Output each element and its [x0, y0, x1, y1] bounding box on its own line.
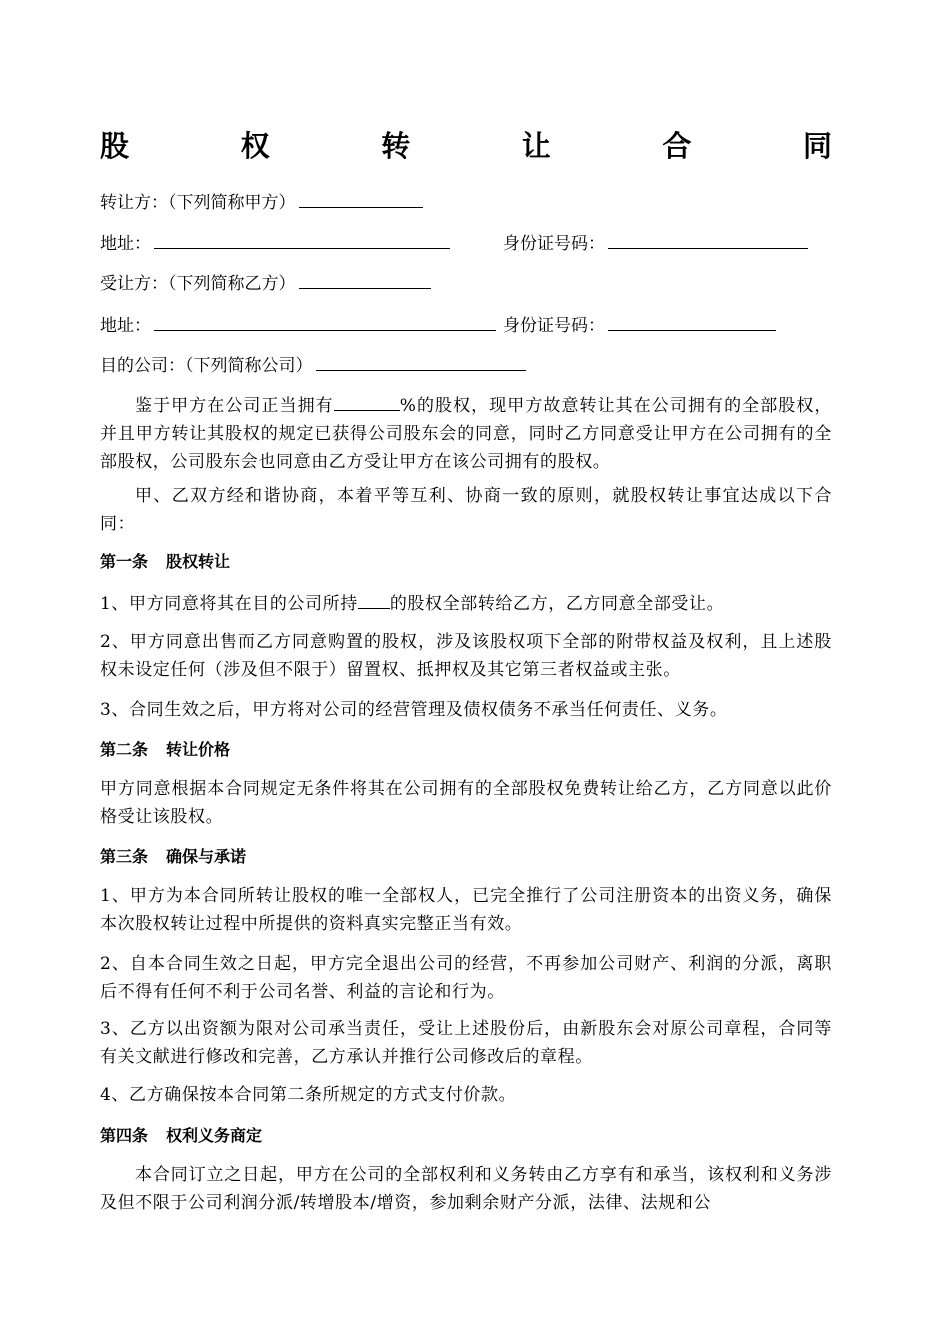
id-label: 身份证号码： — [503, 234, 605, 254]
title-char: 股 — [100, 129, 130, 163]
transferor-id-field[interactable] — [608, 228, 808, 249]
article-4-heading — [100, 1122, 262, 1150]
title-char: 让 — [521, 129, 551, 163]
transferor-address-field[interactable] — [154, 228, 450, 249]
transferor-name-field[interactable] — [299, 187, 423, 208]
transferor-line — [100, 187, 423, 217]
share-percent-field[interactable] — [334, 392, 400, 411]
transferee-id-line — [503, 310, 776, 340]
clause-text: 1、甲方同意将其在目的公司所持 — [100, 594, 358, 614]
article-title: 确保与承诺 — [166, 847, 247, 866]
transferee-id-field[interactable] — [608, 310, 776, 331]
transferor-label: 转让方：（下列简称甲方） — [100, 193, 296, 213]
transferee-address-line — [100, 310, 496, 340]
document-title — [100, 126, 832, 166]
title-char: 同 — [802, 129, 832, 163]
transferor-address-line — [100, 228, 450, 258]
address-label: 地址： — [100, 316, 151, 336]
transferee-name-field[interactable] — [299, 268, 431, 289]
article-4-body — [100, 1161, 832, 1217]
article-number: 第四条 — [100, 1126, 149, 1145]
title-char: 权 — [240, 129, 270, 163]
clause-text: 2、自本合同生效之日起，甲方完全退出公司的经营，不再参加公司财产、利润的分派，离职后不得有任何不利于公司名誉、利益的言论和行为。 — [100, 954, 832, 1002]
target-company-line — [100, 350, 526, 380]
article-2-body — [100, 775, 832, 831]
intro-text: %的股权，现甲方故意转让其在公司拥有的全部股权，并且甲方转让其股权的规定已获得公司股东会的同意，同时乙方同意受让甲方在公司拥有的全部股权，公司股东会也同意由乙方受让甲方在该公司拥有的股权。 — [100, 396, 832, 472]
article-1-item-2 — [100, 628, 832, 684]
clause-text: 3、乙方以出资额为限对公司承当责任，受让上述股份后，由新股东会对原公司章程，合同等有关文献进行修改和完善，乙方承认并推行公司修改后的章程。 — [100, 1019, 832, 1067]
intro-paragraph-1 — [100, 392, 832, 476]
article-1-item-3 — [100, 696, 832, 724]
clause-text: 4、乙方确保按本合同第二条所规定的方式支付价款。 — [100, 1085, 517, 1105]
id-label: 身份证号码： — [503, 316, 605, 336]
article-2-heading — [100, 736, 230, 764]
article-3-item-3 — [100, 1015, 832, 1071]
article-3-item-1 — [100, 882, 832, 938]
clause-text: 甲方同意根据本合同规定无条件将其在公司拥有的全部股权免费转让给乙方，乙方同意以此价格受让该股权。 — [100, 779, 832, 827]
target-company-label: 目的公司：（下列简称公司） — [100, 356, 313, 376]
transferee-label: 受让方：（下列简称乙方） — [100, 274, 296, 294]
article-title: 权利义务商定 — [166, 1126, 263, 1145]
article-1-heading — [100, 548, 230, 576]
clause-text: 的股权全部转给乙方，乙方同意全部受让。 — [389, 594, 725, 614]
share-amount-field[interactable] — [358, 590, 390, 609]
title-char: 合 — [662, 129, 692, 163]
address-label: 地址： — [100, 234, 151, 254]
intro-text: 鉴于甲方在公司正当拥有 — [135, 396, 334, 416]
article-number: 第二条 — [100, 740, 149, 759]
clause-text: 2、甲方同意出售而乙方同意购置的股权，涉及该股权项下全部的附带权益及权利，且上述股权未设定任何（涉及但不限于）留置权、抵押权及其它第三者权益或主张。 — [100, 632, 832, 680]
article-1-item-1 — [100, 590, 832, 618]
transferor-id-line — [503, 228, 808, 258]
target-company-field[interactable] — [316, 350, 526, 371]
article-3-heading — [100, 843, 246, 871]
intro-text: 甲、乙双方经和谐协商，本着平等互利、协商一致的原则，就股权转让事宜达成以下合同： — [100, 486, 832, 534]
article-number: 第一条 — [100, 552, 149, 571]
article-title: 股权转让 — [166, 552, 231, 571]
title-char: 转 — [381, 129, 411, 163]
clause-text: 3、合同生效之后，甲方将对公司的经营管理及债权债务不承当任何责任、义务。 — [100, 700, 728, 720]
clause-text: 本合同订立之日起，甲方在公司的全部权利和义务转由乙方享有和承当，该权利和义务涉及但不限于公司利润分派/转增股本/增资，参加剩余财产分派，法律、法规和公 — [100, 1165, 832, 1213]
intro-paragraph-2 — [100, 482, 832, 538]
transferee-address-field[interactable] — [154, 310, 496, 331]
clause-text: 1、甲方为本合同所转让股权的唯一全部权人，已完全推行了公司注册资本的出资义务，确保本次股权转让过程中所提供的资料真实完整正当有效。 — [100, 886, 832, 934]
transferee-line — [100, 268, 431, 298]
article-number: 第三条 — [100, 847, 149, 866]
article-title: 转让价格 — [166, 740, 231, 759]
article-3-item-2 — [100, 950, 832, 1006]
article-3-item-4 — [100, 1081, 832, 1109]
